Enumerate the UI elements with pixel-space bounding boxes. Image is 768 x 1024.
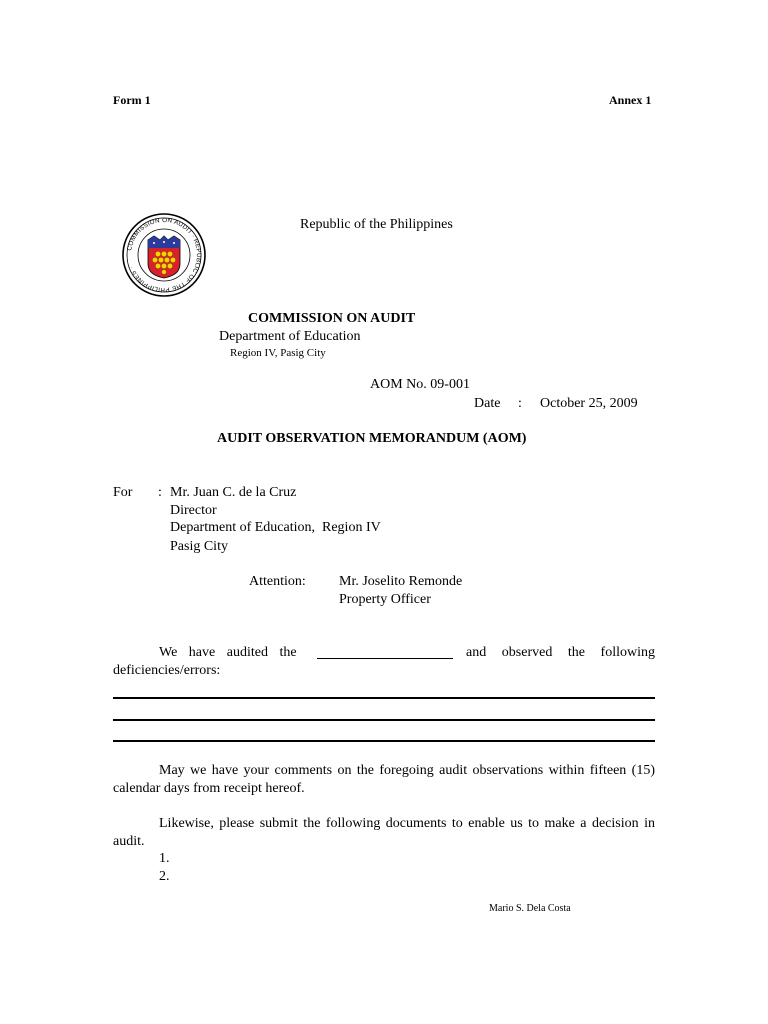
comments-paragraph: May we have your comments on the foregoing audit observations within fifteen (15) calendar days from receipt hereof.	[113, 763, 655, 796]
addressee-title: Director	[170, 503, 217, 518]
for-label: For	[113, 485, 133, 500]
addressee-office: Department of Education, Region IV	[170, 520, 381, 535]
paragraph-audited-text-c: deficiencies/errors:	[113, 663, 221, 678]
annex-number: Annex 1	[609, 93, 652, 107]
svg-text:COMMISSION ON AUDIT · REPUBLIC: COMMISSION ON AUDIT · REPUBLIC OF THE PHILIPPINES ·	[126, 216, 203, 294]
deficiency-line-3	[113, 740, 655, 742]
commission-on-audit-seal-icon	[121, 212, 207, 298]
attention-position: Property Officer	[339, 592, 431, 607]
department-line: Department of Education	[219, 329, 361, 344]
deficiency-line-1	[113, 697, 655, 699]
addressee-city: Pasig City	[170, 539, 228, 554]
addressee-name: Mr. Juan C. de la Cruz	[170, 485, 297, 500]
attention-name: Mr. Joselito Remonde	[339, 574, 463, 589]
region-line: Region IV, Pasig City	[230, 347, 326, 359]
deficiency-line-2	[113, 719, 655, 721]
republic-heading: Republic of the Philippines	[300, 217, 453, 232]
documents-paragraph: Likewise, please submit the following documents to enable us to make a decision in audit.	[113, 816, 655, 849]
memo-title: AUDIT OBSERVATION MEMORANDUM (AOM)	[217, 431, 527, 446]
paragraph-audited-text-b: and observed the following	[466, 645, 655, 660]
date-label: Date	[474, 396, 501, 411]
paragraph-audited-lead	[159, 645, 306, 661]
for-separator: :	[158, 485, 162, 500]
form-number: Form 1	[113, 93, 151, 107]
paragraph-audited-text-a: We have audited the	[159, 645, 297, 660]
commission-heading: COMMISSION ON AUDIT	[248, 311, 416, 326]
signatory-name: Mario S. Dela Costa	[489, 903, 571, 914]
date-value: October 25, 2009	[540, 396, 638, 411]
document-item-1: 1.	[159, 851, 170, 866]
aom-number: AOM No. 09-001	[370, 377, 470, 392]
date-separator: :	[518, 396, 522, 411]
attention-label: Attention:	[249, 574, 306, 589]
audited-blank-line	[317, 646, 453, 664]
document-item-2: 2.	[159, 869, 170, 884]
